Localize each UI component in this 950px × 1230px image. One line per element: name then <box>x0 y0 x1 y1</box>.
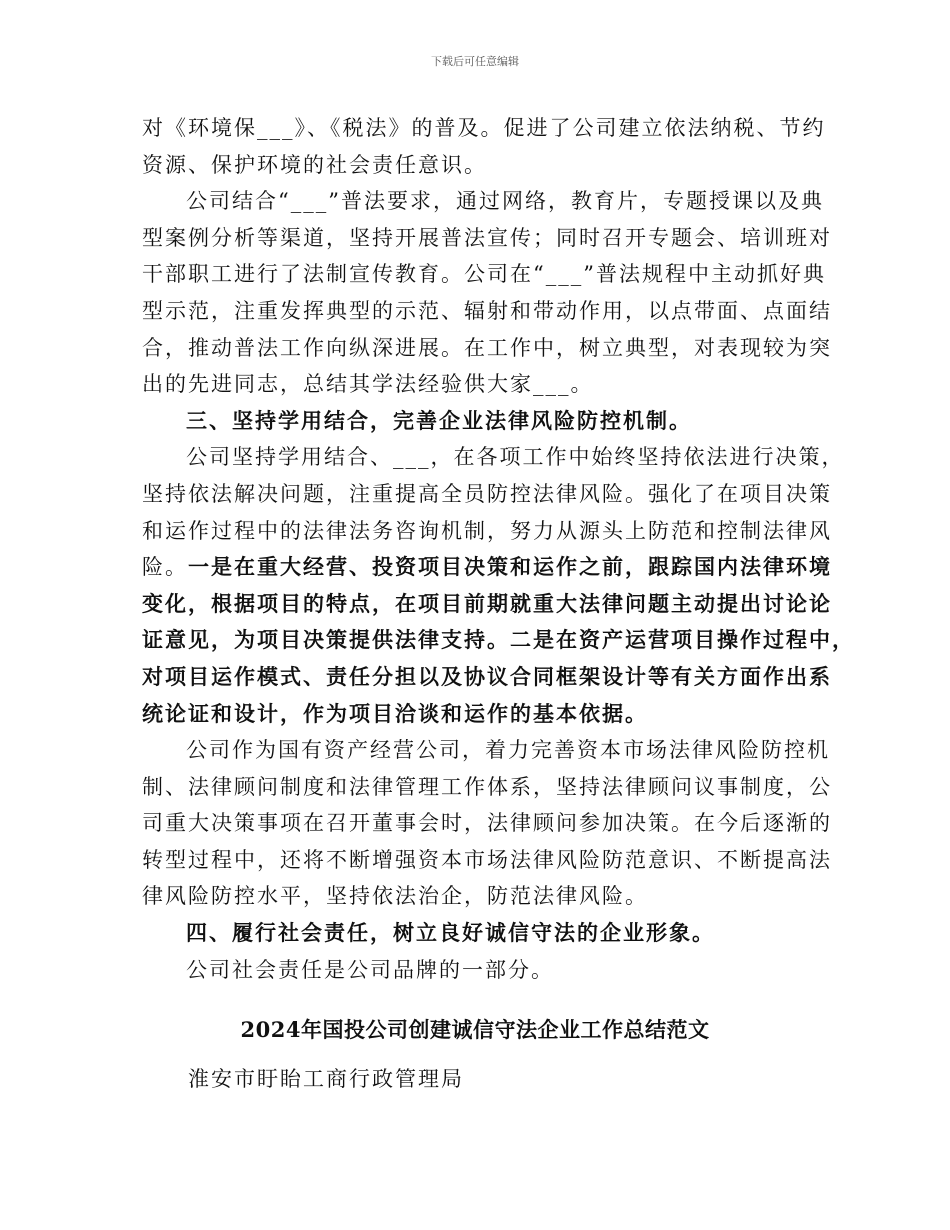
text-line: 型案例分析等渠道，坚持开展普法宣传；同时召开专题会、培训班对 <box>142 225 832 250</box>
text-line: 证意见，为项目决策提供法律支持。二是在资产运营项目操作过程中， <box>142 627 855 653</box>
document-body <box>142 110 855 988</box>
text-line: 变化，根据项目的特点，在项目前期就重大法律问题主动提出讨论论 <box>142 590 832 616</box>
text-line: 三、坚持学用结合，完善企业法律风险防控机制。 <box>186 407 692 433</box>
author-line: 淮安市盱眙工商行政管理局 <box>188 1067 464 1091</box>
text-line: 坚持依法解决问题，注重提高全员防控法律风险。强化了在项目决策 <box>142 481 832 506</box>
text-line: 司重大决策事项在召开董事会时，法律顾问参加决策。在今后逐渐的 <box>142 811 832 836</box>
text-line: 四、履行社会责任，树立良好诚信守法的企业形象。 <box>186 920 715 946</box>
text-line: 干部职工进行了法制宣传教育。公司在“___”普法规程中主动抓好典 <box>142 262 826 287</box>
text-line: 对《环境保___》、《税法》的普及。促进了公司建立依法纳税、节约 <box>142 116 826 140</box>
text-line: 出的先进同志，总结其学法经验供大家___。 <box>142 372 594 397</box>
text-line: 统论证和设计，作为项目洽谈和运作的基本依据。 <box>142 700 648 726</box>
text-segment: 险。 <box>142 555 188 580</box>
text-segment: 一是在重大经营、投资项目决策和运作之前，跟踪国内法律环境 <box>188 554 832 580</box>
page-header: 下载后可任意编辑 <box>431 55 519 68</box>
text-line: 型示范，注重发挥典型的示范、辐射和带动作用，以点带面、点面结 <box>142 298 832 323</box>
text-line: 公司社会责任是公司品牌的一部分。 <box>186 957 554 982</box>
text-line: 律风险防控水平，坚持依法治企，防范法律风险。 <box>142 884 648 909</box>
text-line: 和运作过程中的法律法务咨询机制，努力从源头上防范和控制法律风 <box>142 518 832 543</box>
text-line: 公司作为国有资产经营公司，着力完善资本市场法律风险防控机 <box>186 738 830 763</box>
text-line: 公司结合“___”普法要求，通过网络，教育片，专题授课以及典 <box>186 189 824 214</box>
text-line <box>142 549 832 586</box>
text-line: 资源、保护环境的社会责任意识。 <box>142 152 487 177</box>
text-line: 对项目运作模式、责任分担以及协议合同框架设计等有关方面作出系 <box>142 663 832 689</box>
document-title: 2024年国投公司创建诚信守法企业工作总结范文 <box>240 1017 710 1042</box>
text-line: 合，推动普法工作向纵深进展。在工作中，树立典型，对表现较为突 <box>142 335 832 360</box>
text-line: 制、法律顾问制度和法律管理工作体系，坚持法律顾问议事制度，公 <box>142 774 832 799</box>
text-line: 转型过程中，还将不断增强资本市场法律风险防范意识、不断提高法 <box>142 847 832 872</box>
text-line: 公司坚持学用结合、___，在各项工作中始终坚持依法进行决策， <box>186 445 845 470</box>
